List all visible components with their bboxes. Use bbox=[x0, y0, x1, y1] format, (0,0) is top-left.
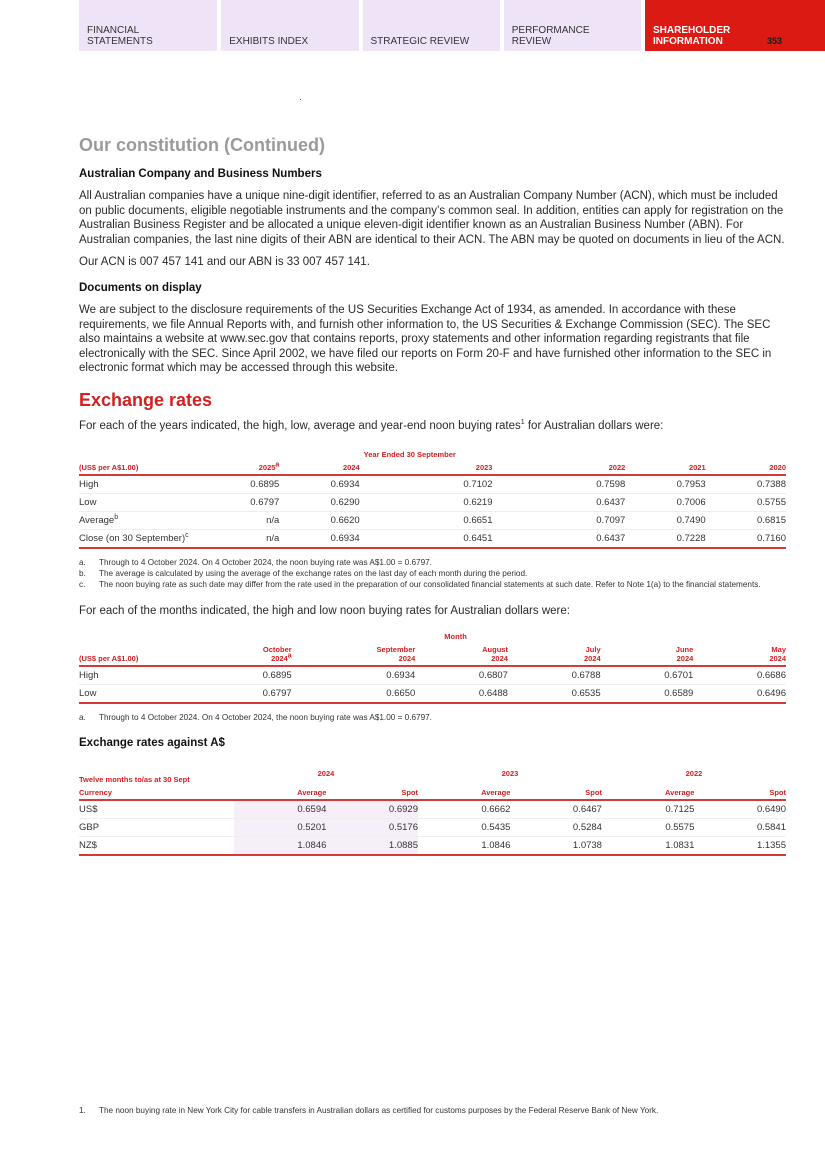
documents-paragraph: We are subject to the disclosure requirements of the US Securities Exchange Act of 1934, as amended. In accordance with these requirements, we file Annual Reports with, and furnish other information to, the US Securities & Exchange Commission (SEC). The SEC also maintains a website at www.sec.gov that contains reports, proxy statements and other information regarding registrants that file electronically with the SEC. Since April 2002, we have filed our reports on Form 20-F and have furnished other information to the SEC in electronic format which may be accessed through this website. bbox=[79, 303, 772, 375]
row-label: High bbox=[79, 666, 199, 685]
table-cell: 0.5435 bbox=[418, 819, 510, 837]
table-row bbox=[79, 819, 786, 837]
row-label: Average$^b$ bbox=[79, 511, 199, 529]
table-cell: 0.5575 bbox=[602, 819, 694, 837]
table-cell: 0.7598 bbox=[492, 475, 625, 494]
table-cell: 0.6686 bbox=[693, 666, 786, 685]
table-cell: 0.6589 bbox=[601, 685, 694, 704]
tab-label: EXHIBITS INDEX bbox=[229, 36, 309, 47]
table-row bbox=[79, 685, 786, 704]
table-cell: 0.5201 bbox=[234, 819, 326, 837]
column-header: May 2024 bbox=[693, 643, 786, 666]
group-header: Month bbox=[444, 632, 467, 642]
unit-header: (US$ per A$1.00) bbox=[79, 643, 199, 666]
section-title: Our constitution (Continued) bbox=[79, 135, 325, 155]
table-cell: 0.7097 bbox=[492, 511, 625, 529]
table-row bbox=[79, 475, 786, 494]
subcolumn-header: Average bbox=[418, 786, 510, 800]
column-header: 2024 bbox=[279, 461, 359, 475]
table-row bbox=[79, 800, 786, 819]
table-cell: 0.6895 bbox=[199, 666, 292, 685]
table-row bbox=[79, 529, 786, 548]
currency-label: GBP bbox=[79, 819, 234, 837]
table-note: a. Through to 4 October 2024. On 4 October 2024, the noon buying rate was A$1.00 = 0.6797. bbox=[79, 713, 432, 723]
acn-abn-line: Our ACN is 007 457 141 and our ABN is 33 007 457 141. bbox=[79, 256, 370, 269]
table-cell: 0.6535 bbox=[508, 685, 601, 704]
table-cell: 0.6437 bbox=[492, 493, 625, 511]
column-header: 2020 bbox=[706, 461, 786, 475]
table-cell: 0.6437 bbox=[492, 529, 625, 548]
table-cell: 0.6701 bbox=[601, 666, 694, 685]
table-cell: 0.7388 bbox=[706, 475, 786, 494]
table-cell: 0.7125 bbox=[602, 800, 694, 819]
table-cell: 0.6797 bbox=[199, 685, 292, 704]
subcolumn-header: Spot bbox=[510, 786, 602, 800]
page-footnote bbox=[79, 1106, 786, 1116]
year-group-header: 2024 bbox=[317, 769, 335, 779]
tab-exhibits-index[interactable] bbox=[221, 0, 358, 51]
table-cell: 1.1355 bbox=[694, 837, 786, 856]
table-cell: 0.6490 bbox=[694, 800, 786, 819]
footnote-key: 1. bbox=[79, 1106, 86, 1115]
year-group-header: 2022 bbox=[685, 769, 703, 779]
table-cell: 0.6934 bbox=[279, 529, 359, 548]
tab-performance-review[interactable] bbox=[504, 0, 641, 51]
table-row bbox=[79, 511, 786, 529]
exchange-rates-title: Exchange rates bbox=[79, 389, 213, 410]
column-header: July 2024 bbox=[508, 643, 601, 666]
table-cell: 0.5176 bbox=[326, 819, 418, 837]
page-content bbox=[79, 135, 786, 856]
against-heading: Exchange rates against A$ bbox=[79, 737, 225, 750]
year-group-header: 2023 bbox=[501, 769, 519, 779]
column-header: 2021 bbox=[625, 461, 705, 475]
tab-label: SHAREHOLDER INFORMATION bbox=[653, 25, 731, 47]
table-note: b. The average is calculated by using the average of the exchange rates on the last day of each month during the period. bbox=[79, 568, 528, 578]
table-cell: 1.0738 bbox=[510, 837, 602, 856]
table-cell: 0.6934 bbox=[279, 475, 359, 494]
table-cell: 0.6451 bbox=[360, 529, 493, 548]
footnote-text: The noon buying rate in New York City for cable transfers in Australian dollars as certified for customs purposes by the Federal Reserve Bank of New York. bbox=[99, 1106, 659, 1115]
unit-header: (US$ per A$1.00) bbox=[79, 461, 199, 475]
table-cell: 0.6219 bbox=[360, 493, 493, 511]
column-header: September 2024 bbox=[292, 643, 416, 666]
table-note: a. Through to 4 October 2024. On 4 October 2024, the noon buying rate was A$1.00 = 0.6797. bbox=[79, 557, 432, 567]
table-cell: 0.6895 bbox=[199, 475, 279, 494]
table-cell: 0.6620 bbox=[279, 511, 359, 529]
table-cell: 0.6807 bbox=[415, 666, 508, 685]
table-cell: 0.6290 bbox=[279, 493, 359, 511]
yearly-intro bbox=[79, 419, 786, 434]
documents-heading: Documents on display bbox=[79, 281, 202, 294]
tab-label: FINANCIAL STATEMENTS bbox=[87, 25, 153, 47]
period-header: Twelve months to/as at 30 Sept bbox=[79, 775, 190, 785]
row-label: Low bbox=[79, 493, 199, 511]
table-row bbox=[79, 837, 786, 856]
table-cell: 1.0885 bbox=[326, 837, 418, 856]
table-cell: 1.0846 bbox=[418, 837, 510, 856]
table-cell: n/a bbox=[199, 511, 279, 529]
monthly-table-notes bbox=[79, 713, 786, 723]
row-label: High bbox=[79, 475, 199, 494]
table-note: c. The noon buying rate as such date may differ from the rate used in the preparation of our consolidated financial statements at such date. Refer to Note 1(a) to the financial statements. bbox=[79, 579, 761, 589]
acn-paragraph: All Australian companies have a unique nine-digit identifier, referred to as an Australian Company Number (ACN), which must be included on public documents, eligible negotiable instruments and the company’s common seal. In addition, entities can apply for registration on the Australian Business Register and be allocated a unique eleven-digit identifier known as an Australian Business Number (ABN). For Australian companies, the last nine digits of their ABN are identical to their ACN. The ABN may be quoted on documents in lieu of the ACN. bbox=[79, 190, 785, 246]
table-cell: 0.6662 bbox=[418, 800, 510, 819]
table-cell: 0.6467 bbox=[510, 800, 602, 819]
table-cell: 0.6934 bbox=[292, 666, 416, 685]
subcolumn-header: Spot bbox=[326, 786, 418, 800]
currency-header: Currency bbox=[79, 786, 234, 800]
acn-heading: Australian Company and Business Numbers bbox=[79, 168, 322, 180]
intro-text: For each of the years indicated, the high, low, average and year-end noon buying rates bbox=[79, 419, 521, 432]
table-cell: 0.6594 bbox=[234, 800, 326, 819]
subcolumn-header: Average bbox=[234, 786, 326, 800]
table-cell: 1.0831 bbox=[602, 837, 694, 856]
table-cell: 0.6488 bbox=[415, 685, 508, 704]
table-cell: 0.7953 bbox=[625, 475, 705, 494]
table-cell: 0.6788 bbox=[508, 666, 601, 685]
row-label: Low bbox=[79, 685, 199, 704]
currency-label: NZ$ bbox=[79, 837, 234, 856]
section-nav bbox=[79, 0, 825, 51]
table-cell: 0.7490 bbox=[625, 511, 705, 529]
table-cell: 0.7006 bbox=[625, 493, 705, 511]
intro-text: for Australian dollars were: bbox=[524, 419, 664, 432]
table-row bbox=[79, 493, 786, 511]
currency-label: US$ bbox=[79, 800, 234, 819]
monthly-rates-table bbox=[79, 630, 786, 704]
column-header: August 2024 bbox=[415, 643, 508, 666]
page-number: 353 bbox=[767, 36, 783, 46]
footnote-ref: 1 bbox=[520, 419, 525, 427]
table-row bbox=[79, 666, 786, 685]
yearly-table-notes bbox=[79, 558, 786, 590]
monthly-intro: For each of the months indicated, the high and low noon buying rates for Australian dollars were: bbox=[79, 604, 570, 617]
subcolumn-header: Spot bbox=[694, 786, 786, 800]
column-header: October 2024$^a$ bbox=[199, 643, 292, 666]
tab-label: PERFORMANCE REVIEW bbox=[511, 25, 590, 47]
table-cell: 0.6797 bbox=[199, 493, 279, 511]
table-cell: 0.6929 bbox=[326, 800, 418, 819]
table-cell: 0.7228 bbox=[625, 529, 705, 548]
table-cell: 0.5755 bbox=[706, 493, 786, 511]
subcolumn-header: Average bbox=[602, 786, 694, 800]
tab-strategic-review[interactable] bbox=[363, 0, 500, 51]
yearly-rates-table bbox=[79, 448, 786, 549]
table-cell: 0.6651 bbox=[360, 511, 493, 529]
table-cell: 0.5284 bbox=[510, 819, 602, 837]
column-header: 2023 bbox=[360, 461, 493, 475]
column-header: 2025$^a$ bbox=[199, 461, 279, 475]
tab-shareholder-information[interactable] bbox=[645, 0, 825, 51]
table-cell: 0.5841 bbox=[694, 819, 786, 837]
group-header: Year Ended 30 September bbox=[363, 449, 456, 459]
stray-dot bbox=[300, 99, 301, 100]
table-cell: 0.7160 bbox=[706, 529, 786, 548]
rates-against-aud-table bbox=[79, 767, 786, 856]
tab-label: STRATEGIC REVIEW bbox=[370, 36, 470, 47]
row-label: Close (on 30 September)$^c$ bbox=[79, 529, 199, 548]
table-cell: 0.7102 bbox=[360, 475, 493, 494]
column-header: June 2024 bbox=[601, 643, 694, 666]
tab-financial-statements[interactable] bbox=[79, 0, 217, 51]
table-cell: n/a bbox=[199, 529, 279, 548]
column-header: 2022 bbox=[492, 461, 625, 475]
table-cell: 0.6496 bbox=[693, 685, 786, 704]
table-cell: 0.6815 bbox=[706, 511, 786, 529]
table-cell: 1.0846 bbox=[234, 837, 326, 856]
table-cell: 0.6650 bbox=[292, 685, 416, 704]
